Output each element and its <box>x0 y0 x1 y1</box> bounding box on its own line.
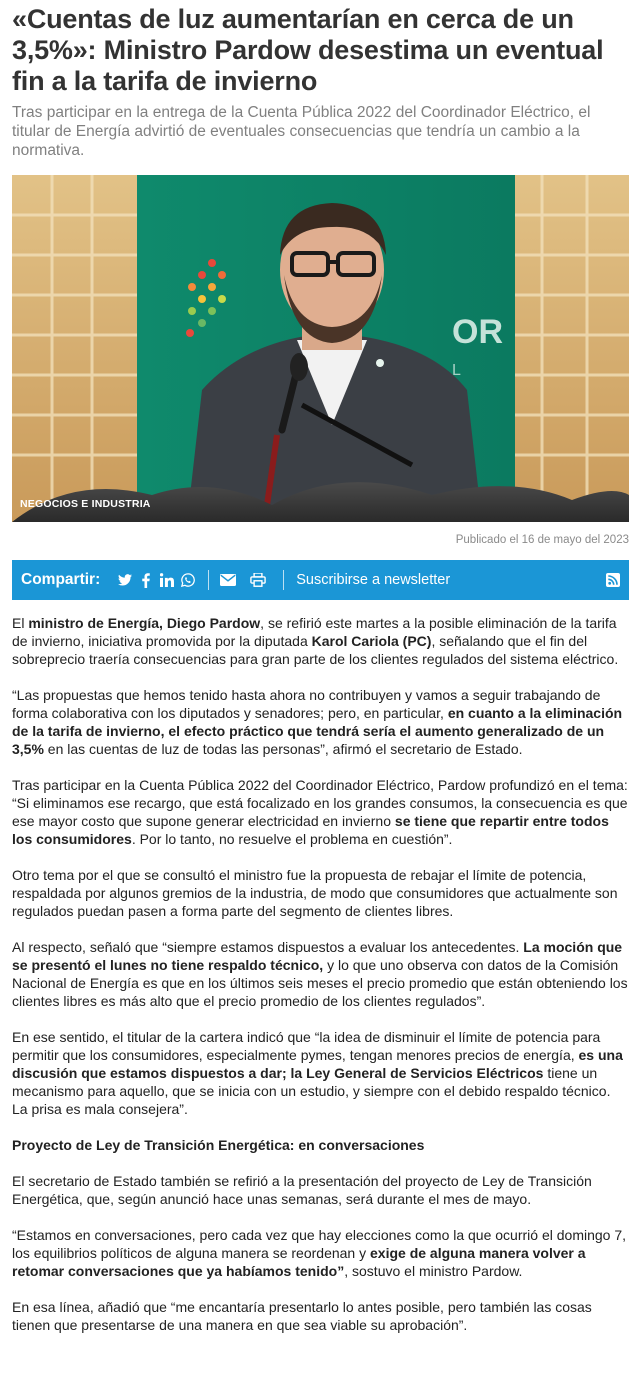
share-bar <box>12 560 629 600</box>
photo-category-label[interactable]: NEGOCIOS E INDUSTRIA <box>20 498 151 510</box>
publish-date: Publicado el 16 de mayo del 2023 <box>455 534 629 546</box>
rss-icon[interactable] <box>606 573 620 587</box>
speaker-photo-illustration <box>12 175 629 522</box>
bold-text: es una discusión que estamos dispuestos a dar; la Ley General de Servicios Eléctricos <box>12 1047 623 1081</box>
bold-text: ministro de Energía, Diego Pardow <box>28 615 261 631</box>
email-icon[interactable] <box>219 572 236 588</box>
paragraph: Tras participar en la Cuenta Pública 2022 del Coordinador Eléctrico, Pardow profundizó en el tema: “Si eliminamos ese recargo, que está focalizado en los grandes consumos, la consecuencia es que ese mayor costo que supone generar electricidad en invierno se tiene que repartir entre todos los consumidores. Por lo tanto, no resuelve el problema en cuestión”. <box>12 777 628 847</box>
share-divider <box>283 570 284 590</box>
share-divider <box>208 570 209 590</box>
paragraph: El secretario de Estado también se refirió a la presentación del proyecto de Ley de Transición Energética, que, según anunció hace unas semanas, será durante el mes de mayo. <box>12 1173 592 1207</box>
paragraph: “Estamos en conversaciones, pero cada vez que hay elecciones como la que ocurrió el domingo 7, los equilibrios políticos de alguna manera se reordenan y exige de alguna manera volver a retomar conversaciones que ya habíamos tenido”, sostuvo el ministro Pardow. <box>12 1227 627 1279</box>
bold-text: en cuanto a la eliminación de la tarifa de invierno, el efecto práctico que tendrá sería el aumento generalizado de un 3,5% <box>12 705 623 757</box>
linkedin-icon[interactable] <box>160 572 174 588</box>
article-body <box>12 614 629 1352</box>
whatsapp-icon[interactable] <box>181 572 195 588</box>
paragraph: Al respecto, señaló que “siempre estamos dispuestos a evaluar los antecedentes. La moción que se presentó el lunes no tiene respaldo técnico, y lo que uno observa con datos de la Comisión Nacional de Energía es que en los últimos seis meses el precio promedio que están obteniendo los clientes libres es más alto que el precio promedio de los clientes regulados”. <box>12 939 628 1009</box>
article-photo[interactable] <box>12 175 629 522</box>
facebook-icon[interactable] <box>139 572 153 588</box>
article-title: «Cuentas de luz aumentarían en cerca de un 3,5%»: Ministro Pardow desestima un eventual fin a la tarifa de invierno <box>12 4 604 96</box>
paragraph: En esa línea, añadió que “me encantaría presentarlo lo antes posible, pero también las cosas tienen que presentarse de una manera en que sea viable su aprobación”. <box>12 1299 592 1333</box>
article-lead: Tras participar en la entrega de la Cuenta Pública 2022 del Coordinador Eléctrico, el titular de Energía advirtió de eventuales consecuencias que tendría un cambio a la normativa. <box>12 104 591 159</box>
bold-text: se tiene que repartir entre todos los consumidores <box>12 813 609 847</box>
svg-text:OR: OR <box>452 313 503 351</box>
paragraph: El ministro de Energía, Diego Pardow, se refirió este martes a la posible eliminación de la tarifa de invierno, iniciativa promovida por la diputada Karol Cariola (PC), señalando que el fin del sobreprecio traería consecuencias para gran parte de los clientes regulados del sistema eléctrico. <box>12 615 619 667</box>
bold-text: Karol Cariola (PC) <box>311 633 432 649</box>
bold-text: exige de alguna manera volver a retomar conversaciones que ya habíamos tenido” <box>12 1245 586 1279</box>
newsletter-link[interactable]: Suscribirse a newsletter <box>296 572 451 588</box>
paragraph: Otro tema por el que se consultó el ministro fue la propuesta de rebajar el límite de potencia, respaldada por algunos gremios de la industria, de modo que consumidores que actualmente son regulados puedan pasen a forma parte del segmento de clientes libres. <box>12 867 618 919</box>
twitter-icon[interactable] <box>118 572 132 588</box>
print-icon[interactable] <box>249 572 266 588</box>
svg-text:L: L <box>452 362 461 379</box>
share-label: Compartir: <box>21 571 101 588</box>
bold-text: La moción que se presentó el lunes no tiene respaldo técnico, <box>12 939 623 973</box>
paragraph: “Las propuestas que hemos tenido hasta ahora no contribuyen y vamos a seguir trabajando de forma colaborativa con los diputados y senadores; pero, en particular, en cuanto a la eliminación de la tarifa de invierno, el efecto práctico que tendrá sería el aumento generalizado de un 3,5% en las cuentas de luz de todas las personas”, afirmó el secretario de Estado. <box>12 687 623 757</box>
paragraph: En ese sentido, el titular de la cartera indicó que “la idea de disminuir el límite de potencia para permitir que los consumidores, especialmente pymes, tengan menores precios de energía, es una discusión que estamos dispuestos a dar; la Ley General de Servicios Eléctricos tiene un mecanismo para aquello, que se inicia con un estudio, y siempre con el debido respaldo técnico. La prisa es mala consejera”. <box>12 1029 623 1117</box>
section-subheading: Proyecto de Ley de Transición Energética: en conversaciones <box>12 1137 425 1153</box>
